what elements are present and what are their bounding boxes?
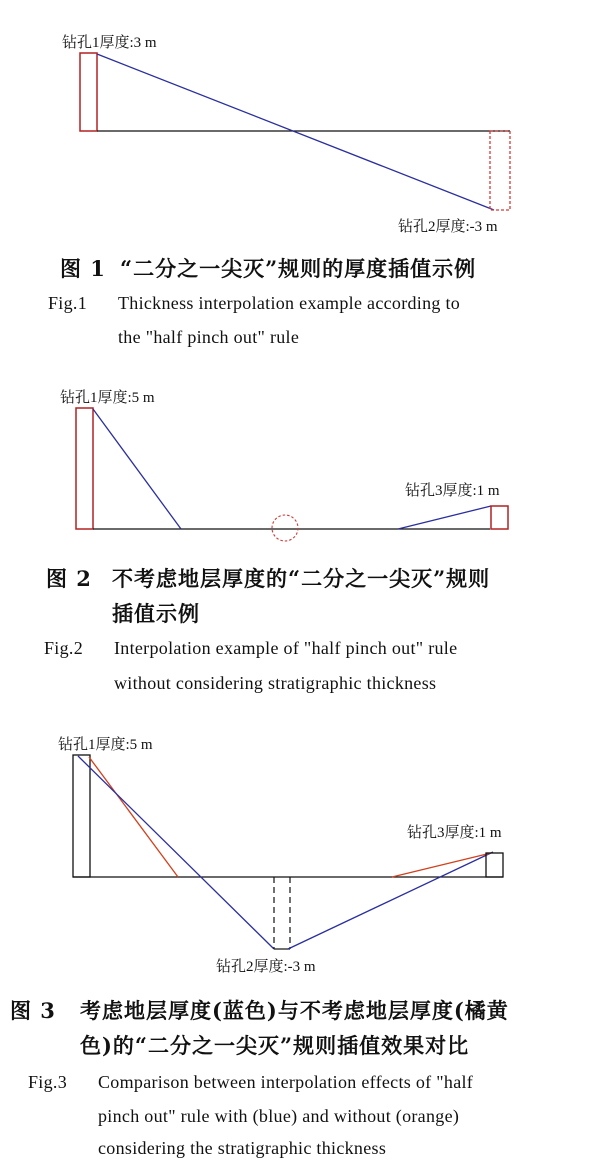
figure-1-caption-cn-text: “二分之一尖灭”规则的厚度插值示例 xyxy=(120,256,477,281)
figure-3-caption-en-line-3: considering the stratigraphic thickness xyxy=(98,1138,387,1158)
figure-3-orange-right-line xyxy=(392,853,491,877)
figure-3-caption-en-line-1: Comparison between interpolation effects of "half xyxy=(98,1072,474,1092)
figure-3-borehole-2-label: 钻孔2厚度:-3 m xyxy=(216,959,316,975)
figure-3-borehole-1-label: 钻孔1厚度:5 m xyxy=(58,737,153,753)
figure-2-left-interpolation-line xyxy=(93,409,181,529)
figure-2-borehole-1 xyxy=(76,408,93,529)
figure-2-caption-en-line-2: without considering stratigraphic thickness xyxy=(114,673,437,693)
figure-3-borehole-3-label: 钻孔3厚度:1 m xyxy=(407,825,502,841)
figure-2-right-interpolation-line xyxy=(398,506,491,529)
figure-2-caption-en-number: Fig.2 xyxy=(44,638,84,658)
figure-3-borehole-1 xyxy=(73,755,90,877)
figure-3-caption-en-number: Fig.3 xyxy=(28,1072,68,1092)
figure-3-caption-en-line-2: pinch out" rule with (blue) and without (orange) xyxy=(98,1106,460,1126)
figure-1-caption-en-line-2: the "half pinch out" rule xyxy=(118,327,300,347)
figure-3-borehole-3 xyxy=(486,853,503,877)
figure-1-caption-en-number: Fig.1 xyxy=(48,293,88,313)
figure-2-borehole-1-label: 钻孔1厚度:5 m xyxy=(60,390,155,406)
figure-1-interpolation-line xyxy=(97,54,494,210)
figure-1-borehole-1-label: 钻孔1厚度:3 m xyxy=(62,35,157,51)
figure-3-diagram xyxy=(0,720,600,980)
figure-3-caption-cn-line-2: 色)的“二分之一尖灭”规则插值效果对比 xyxy=(80,1033,470,1058)
figure-2-caption-cn-line-2: 插值示例 xyxy=(112,601,200,626)
figure-2-borehole-3 xyxy=(491,506,508,529)
figure-3-blue-right-line xyxy=(288,852,493,949)
figure-3-caption-cn-number: 图 3 xyxy=(10,998,56,1023)
figure-1-caption-en-line-1: Thickness interpolation example according to xyxy=(118,293,461,313)
figure-1-borehole-2-dashed xyxy=(490,131,510,210)
figure-1-diagram xyxy=(0,0,600,240)
figure-3-caption-cn-line-1: 考虑地层厚度(蓝色)与不考虑地层厚度(橘黄 xyxy=(80,998,509,1023)
figure-1-borehole-2-label: 钻孔2厚度:-3 m xyxy=(398,219,498,235)
figure-2-diagram xyxy=(0,370,600,540)
figure-3-blue-left-line xyxy=(78,756,274,949)
figure-2-caption-cn-number: 图 2 xyxy=(46,566,92,591)
figure-3-orange-left-line xyxy=(89,757,178,877)
figure-2-borehole-3-label: 钻孔3厚度:1 m xyxy=(405,483,500,499)
figure-2-caption-cn-line-1: 不考虑地层厚度的“二分之一尖灭”规则 xyxy=(112,566,491,591)
figure-2-pinch-out-circle xyxy=(272,515,298,541)
figure-1-caption-cn-number: 图 1 xyxy=(60,256,106,281)
figure-2-caption-en-line-1: Interpolation example of "half pinch out" rule xyxy=(114,638,458,658)
figure-1-borehole-1 xyxy=(80,53,97,131)
